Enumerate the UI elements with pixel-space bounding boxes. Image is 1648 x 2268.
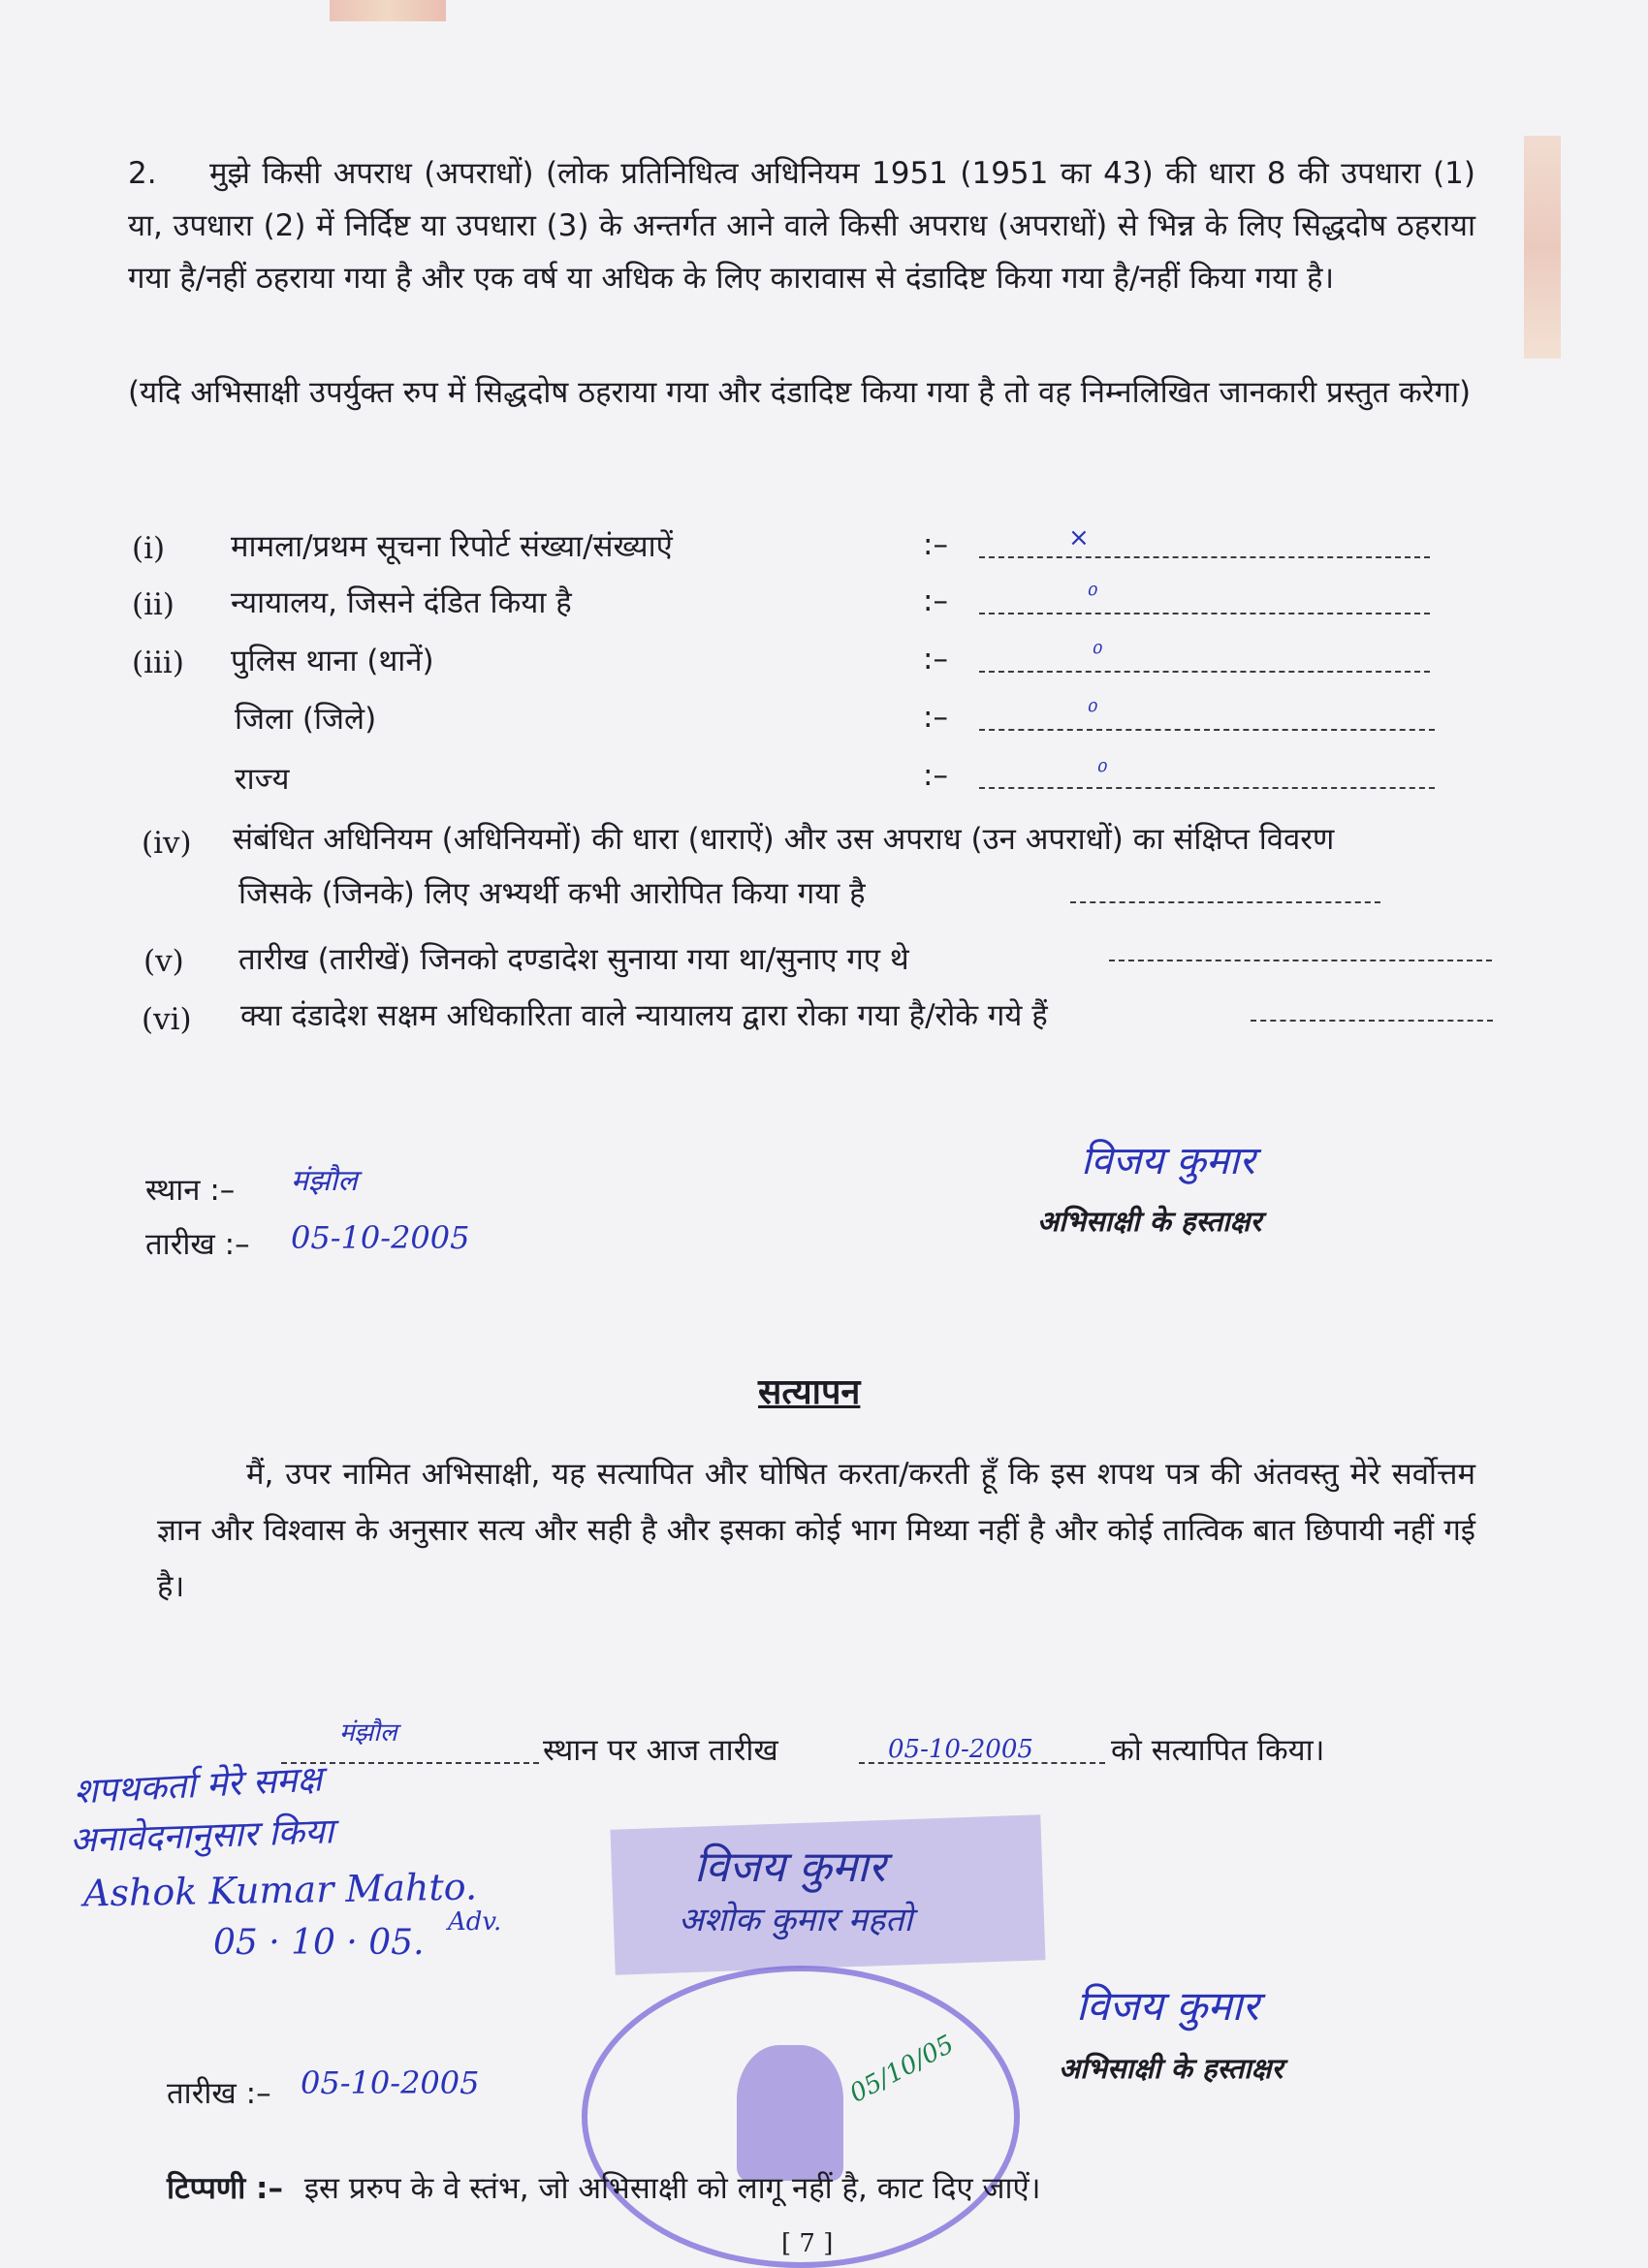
item-vi bbox=[128, 991, 1514, 1043]
attestation-line2: अनावेदनानुसार किया bbox=[69, 1811, 334, 1861]
verification-line bbox=[242, 1718, 1503, 1776]
item-iv-line1: संबंधित अधिनियम (अधिनियमों) की धारा (धाराऐं) और उस अपराध (उन अपराधों) का संक्षिप्त विवरण bbox=[233, 822, 1335, 857]
item-number: (vi) bbox=[142, 1002, 192, 1037]
item-label: पुलिस थाना (थानें) bbox=[231, 644, 434, 678]
list-item bbox=[128, 580, 1505, 632]
bottom-date-value: 05-10-2005 bbox=[301, 2064, 480, 2101]
emblem-icon bbox=[737, 2045, 843, 2181]
clause-text: मुझे किसी अपराध (अपराधों) (लोक प्रतिनिधित्व अधिनियम 1951 (1951 का 43) की धारा 8 की उपधारा (1) या, उपधारा (2) में निर्दिष्ट या उपधारा (3) के अन्तर्गत आने वाले किसी अपराध (अपराधों) से भिन्न के लिए सिद्धदोष ठहराया गया है/नहीं ठहराया गया है और एक वर्ष या अधिक के लिए कारावास से दंडादिष्ट किया गया है/नहीं किया गया है। bbox=[128, 156, 1475, 296]
conditional-note: (यदि अभिसाक्षी उपर्युक्त रुप में सिद्धदोष ठहराया गया और दंडादिष्ट किया गया है तो वह निम्नलिखित जानकारी प्रस्तुत करेगा) bbox=[128, 375, 1472, 410]
list-item bbox=[128, 696, 1505, 748]
item-blank-line bbox=[979, 556, 1430, 558]
item-v bbox=[128, 932, 1514, 985]
list-item bbox=[128, 638, 1505, 690]
item-label: राज्य bbox=[235, 762, 290, 797]
item-separator: :– bbox=[923, 758, 948, 793]
date-label: तारीख :– bbox=[145, 1227, 250, 1262]
list-item bbox=[128, 754, 1505, 806]
clause-number: 2. bbox=[128, 156, 157, 191]
bottom-date-label: तारीख :– bbox=[167, 2076, 271, 2111]
item-mark: × bbox=[1068, 523, 1090, 552]
bottom-deponent-signature: विजय कुमार bbox=[1076, 1982, 1259, 2030]
verification-place-value: मंझौल bbox=[339, 1718, 397, 1748]
item-separator: :– bbox=[923, 700, 948, 735]
place-label: स्थान :– bbox=[145, 1173, 236, 1208]
page-number: [ 7 ] bbox=[781, 2229, 834, 2258]
item-blank-line bbox=[1070, 901, 1380, 903]
item-mark: ⁰ bbox=[1088, 582, 1098, 611]
item-number: (iv) bbox=[142, 826, 192, 861]
stamp-name: अशोक कुमार महतो bbox=[679, 1901, 913, 1939]
item-mark: ⁰ bbox=[1088, 698, 1098, 727]
item-number: (ii) bbox=[132, 587, 175, 622]
clause-2 bbox=[128, 147, 1475, 304]
item-number: (v) bbox=[143, 944, 184, 979]
item-separator: :– bbox=[923, 527, 948, 562]
signature-caption: अभिसाक्षी के हस्ताक्षर bbox=[1037, 1205, 1262, 1238]
item-vi-label: क्या दंडादेश सक्षम अधिकारिता वाले न्यायालय द्वारा रोका गया है/रोके गये हैं bbox=[240, 998, 1048, 1033]
attestation-name: Ashok Kumar Mahto. bbox=[82, 1865, 478, 1915]
deponent-signature: विजय कुमार bbox=[1081, 1139, 1255, 1183]
place-value: मंझौल bbox=[291, 1164, 358, 1198]
list-item bbox=[128, 523, 1505, 576]
item-separator: :– bbox=[923, 642, 948, 677]
item-blank-line bbox=[1109, 960, 1492, 961]
stamp-paper-edge-right bbox=[1524, 136, 1561, 359]
item-number: (iii) bbox=[132, 646, 184, 680]
date-value: 05-10-2005 bbox=[291, 1219, 470, 1256]
item-blank-line bbox=[1251, 1020, 1493, 1022]
item-v-label: तारीख (तारीखें) जिनको दण्डादेश सुनाया गया था/सुनाए गए थे bbox=[238, 942, 909, 977]
attestation-date: 05 · 10 · 05. bbox=[213, 1923, 425, 1963]
item-label: न्यायालय, जिसने दंडित किया है bbox=[231, 585, 572, 620]
attestation-line1: शपथकर्ता मेरे समक्ष bbox=[73, 1759, 324, 1812]
verification-heading: सत्यापन bbox=[758, 1372, 861, 1412]
attestation-initials: Adv. bbox=[448, 1907, 502, 1937]
item-number: (i) bbox=[132, 531, 166, 566]
item-mark: ⁰ bbox=[1093, 640, 1103, 669]
item-mark: ⁰ bbox=[1097, 758, 1108, 787]
remark-text: इस प्ररुप के वे स्तंभ, जो अभिसाक्षी को लागू नहीं है, काट दिए जाऐं। bbox=[303, 2171, 1041, 2206]
item-blank-line bbox=[979, 671, 1430, 673]
item-blank-line bbox=[979, 613, 1430, 614]
items-list bbox=[128, 523, 1505, 814]
item-blank-line bbox=[979, 787, 1435, 789]
stamp-initial: 05/10/05 bbox=[844, 2030, 959, 2109]
item-blank-line bbox=[979, 729, 1435, 731]
remark bbox=[167, 2167, 1040, 2208]
stamp-signature: विजय कुमार bbox=[694, 1843, 886, 1892]
verification-date-value: 05-10-2005 bbox=[888, 1735, 1033, 1764]
item-label: मामला/प्रथम सूचना रिपोर्ट संख्या/संख्याऐं bbox=[231, 529, 673, 564]
item-iv bbox=[128, 814, 1514, 921]
remark-label: टिप्पणी :– bbox=[167, 2171, 283, 2206]
bottom-signature-caption: अभिसाक्षी के हस्ताक्षर bbox=[1059, 2052, 1284, 2085]
verification-text: मैं, उपर नामित अभिसाक्षी, यह सत्यापित और घोषित करता/करती हूँ कि इस शपथ पत्र की अंतवस्तु मेरे सर्वोत्तम ज्ञान और विश्वास के अनुसार सत्य और सही है और इसका कोई भाग मिथ्या नहीं है और कोई तात्विक बात छिपायी नहीं गई है। bbox=[157, 1457, 1475, 1604]
stamp-paper-edge-top bbox=[330, 0, 446, 21]
item-separator: :– bbox=[923, 583, 948, 618]
verification-mid-text: स्थान पर आज तारीख bbox=[543, 1733, 778, 1768]
item-iv-line2: जिसके (जिनके) लिए अभ्यर्थी कभी आरोपित किया गया है bbox=[238, 876, 866, 911]
item-label: जिला (जिले) bbox=[235, 702, 377, 737]
verification-suffix-text: को सत्यापित किया। bbox=[1111, 1733, 1325, 1768]
